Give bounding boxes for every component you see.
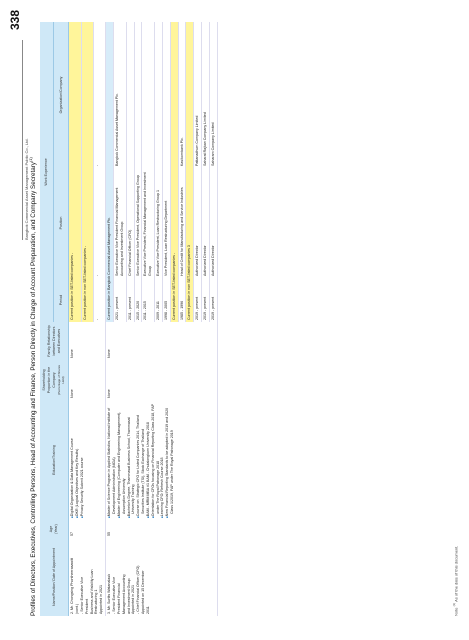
name-line: President Financial [116,583,121,614]
name-line: and Investment Group [126,578,131,614]
name-line: 2. Mr. Chongsing Phontheerasawitt [70,558,75,614]
work-org [126,22,134,168]
work-position: Head of Credit for Manufacturing and Service Industries [178,168,186,278]
work-position: Senior Executive Vice President Financial Management Accounting and Investment Group [113,168,126,278]
work-position: Authorized Director [202,168,210,278]
name-cell [69,538,106,616]
footnote [452,546,458,616]
page-number: 338 [8,9,22,30]
education-item: ■ BAM - MRM MBA #1 BAM - Chulalongkorn University 2018 [146,402,151,518]
note-label: Note [453,607,459,616]
education-item: ■ Digital Organization & Data Management Course [70,402,75,518]
col-header-age: Age (Year) [40,520,69,538]
work-org: Kasikornbank Plc. [178,22,186,168]
work-org: Saharat Rajkan Company Limited [202,22,210,168]
work-period: 2019 - present [209,278,217,322]
col-header-shareholding-label: Shareholding Proportion in the Company [42,366,56,394]
profile-table [40,22,218,616]
work-position: - [93,168,105,278]
work-org: - [93,22,105,168]
col-header-name: Name/Position/ Date of Appointment [40,538,69,616]
education-item: ■ Bachelor's Degree, Thammasat Business School, Thammasat University Training [127,402,137,518]
work-period: 2019 - present [202,278,210,322]
table-row [69,22,81,616]
col-header-shareholding-sub: (Percentage of Shares Held) [56,364,66,396]
work-period: 2011 - present [126,278,134,322]
name-line: Restructuring 1 [94,589,99,614]
title-footnote-mark: (1) [28,157,33,163]
work-org: Saharam Company Limited [209,22,217,168]
work-position: Senior Executive Vice President, Operational Supporting Group [134,168,142,278]
name-line: Appointed in 2021 [99,585,104,614]
name-line: President [84,598,89,614]
section-heading: Current position in non SET-listed companies - [81,22,93,322]
page-title [28,157,37,616]
age-cell: 55 [106,520,218,538]
section-heading: Current position in SET-listed companies - [170,22,178,322]
name-line: Appointed on 15 December [141,570,146,614]
col-header-shareholding [40,360,69,400]
work-org [162,22,170,168]
col-header-family: Family Relationship between Directors and Executives [40,322,69,360]
work-org [142,22,155,168]
table-row [106,22,114,616]
education-item: ■ Course on: Strategic CFO for Listed Companies 2014, Thailand Securities Institute (TSI), Stock Exchange of Thailand [136,402,146,518]
work-period: 2011 - 2015 [142,278,155,322]
name-cell [106,538,218,616]
note-text: As of the date of this document. [453,545,459,602]
work-position: Authorized Director [209,168,217,278]
section-heading: Current position in Bangkok Commercial Asset Management Plc. [106,22,114,322]
col-header-education: Education/Training [40,400,69,520]
education-cell [106,400,218,520]
education-item: ■ Master of Engineering (Computer and Engineering Management), Assumption University [117,402,127,518]
name-line: (cont.) [75,603,80,614]
shareholding-cell: None [106,360,218,400]
col-header-organization: Organization/Company [54,22,69,168]
shareholding-cell: None [69,360,106,400]
work-position: Vice President, Loan Restructuring Department [162,168,170,278]
education-item: ■ Master of Science Program in Applied Statistics, National Institute of Development Administration (NIDA) [107,402,117,518]
work-org: Bangkok Commercial Asset Management Plc. [113,22,126,168]
education-item: ■ Privacy Security Submit 2021 course [80,402,85,518]
family-cell: None [69,322,106,360]
section-heading: Current position in SET-listed companies - [69,22,81,322]
name-line: - Chief Financial Officer (CFO) [136,565,141,614]
education-item: ■ New Financial Reporting Standards to be adopted in 2019 and 2020 Class 1/2019, FAP under The Royal Patronage 2019 [165,402,175,518]
work-org: Pattanadhum Company Limited [194,22,202,168]
work-position: Authorized Director [194,168,202,278]
work-period: - [93,278,105,322]
page-title-text: Profiles of Directors, Executives, Controlling Persons, Head of Accounting and Finance, Person Directly in Charge of Account Preparation, and Company Secretary [30,162,38,616]
name-line: Management Accounting [121,574,126,614]
name-line: 2011 [145,606,150,614]
name-line: Business and Visibility Loan [89,569,94,614]
education-cell [69,400,106,520]
work-org [155,22,163,168]
col-header-work-experience: Work Experience [40,22,54,322]
note-mark: (1) [452,602,456,607]
work-period: 2015 - 2020 [134,278,142,322]
education-item: ■ Learning CFO: Refresh Course 2018 [160,402,165,518]
work-position: Executive Vice President, Loan Restructuring Group 1 [155,168,163,278]
work-period: 2019 - present [194,278,202,322]
company-header: Bangkok Commercial Asset Management Public Co., Ltd. [24,138,29,240]
name-line: - Senior Executive Vice [79,576,84,614]
work-position: Chief Financial Officer (CFO) [126,168,134,278]
name-line: - Senior Executive Vice [111,576,116,614]
education-item: ■ Orientation for CFOs focusing on Financial Reporting Class 2018, FAP under The Royal Patronage 2018 [151,402,161,518]
work-position: Executive Vice President, Financial Management and Investment Group [142,168,155,278]
col-header-period: Period [54,278,69,322]
work-period: 2021 - present [113,278,126,322]
name-line: Appointed in 2021 [131,585,136,614]
work-org [134,22,142,168]
col-header-position: Position [54,168,69,278]
work-period: 1998 - 2005 [162,278,170,322]
family-cell: None [106,322,218,360]
work-period: 2009 - 2011 [155,278,163,322]
age-cell: 57 [69,520,106,538]
header-divider [22,40,23,240]
section-heading: Current position in non SET-listed companies 3 [186,22,194,322]
education-item: ■ OKR (Logical Objectives and Key Results) [75,402,80,518]
work-period: 1985 - 1996 [178,278,186,322]
name-line: 3. Mr. Surtits Watanalauk [107,573,112,614]
